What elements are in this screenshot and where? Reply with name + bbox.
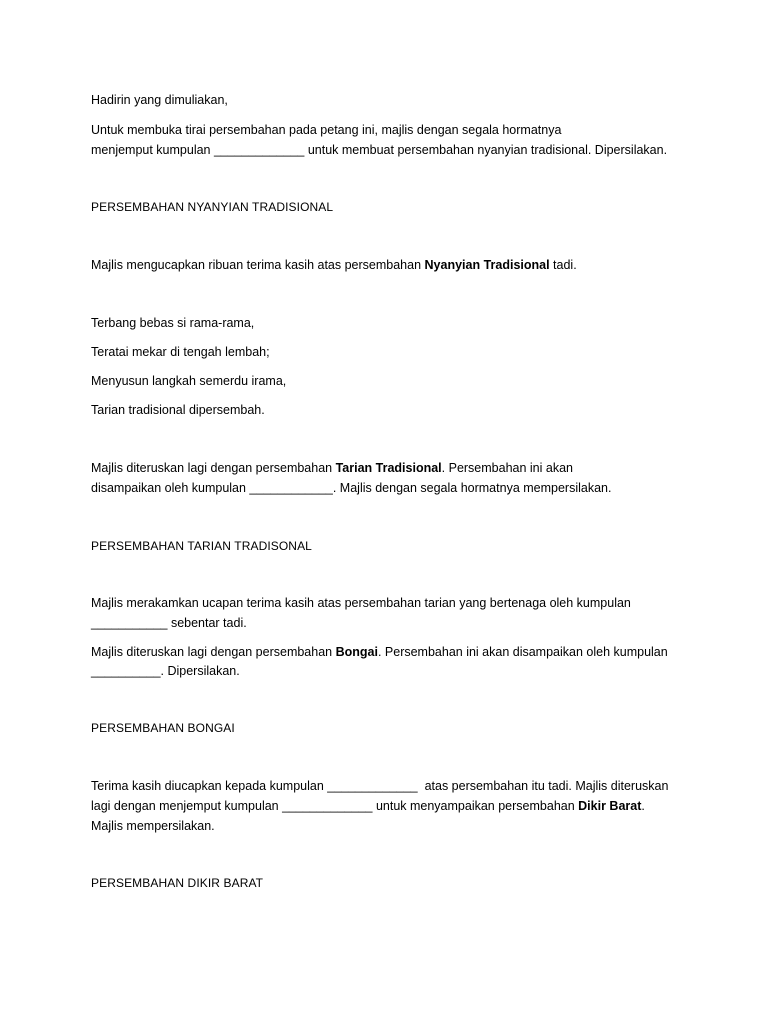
paragraph-thanks-tarian-line-2: ___________ sebentar tadi.: [91, 616, 247, 630]
heading-nyanyian-tradisional: PERSEMBAHAN NYANYIAN TRADISIONAL: [91, 200, 334, 214]
text: Majlis diteruskan lagi dengan persembahan: [91, 461, 336, 475]
heading-bongai: PERSEMBAHAN BONGAI: [91, 721, 235, 735]
paragraph-thanks-tarian-line-1: Majlis merakamkan ucapan terima kasih atas persembahan tarian yang bertenaga oleh kumpulan: [91, 596, 631, 610]
pantun-line-4: Tarian tradisional dipersembah.: [91, 403, 265, 417]
text: Majlis diteruskan lagi dengan persembahan: [91, 645, 336, 659]
text: .: [641, 799, 645, 813]
paragraph-tarian-line-2: disampaikan oleh kumpulan ____________. Majlis dengan segala hormatnya mempersilakan.: [91, 481, 612, 495]
pantun-line-1: Terbang bebas si rama-rama,: [91, 316, 255, 330]
bold-text: Dikir Barat: [578, 799, 642, 813]
paragraph-thanks-nyanyian: [91, 257, 577, 273]
text: . Persembahan ini akan: [441, 461, 573, 475]
text: . Persembahan ini akan disampaikan oleh kumpulan: [377, 645, 668, 659]
paragraph-opening-line-2: menjemput kumpulan _____________ untuk membuat persembahan nyanyian tradisional. Dipersilakan.: [91, 143, 668, 157]
text: lagi dengan menjemput kumpulan _____________ untuk menyampaikan persembahan: [91, 799, 579, 813]
greeting: Hadirin yang dimuliakan,: [91, 93, 228, 107]
pantun-line-3: Menyusun langkah semerdu irama,: [91, 374, 287, 388]
paragraph-tarian-line-1: [91, 460, 573, 476]
paragraph-bongai-line-2: __________. Dipersilakan.: [91, 664, 240, 678]
paragraph-thanks-bongai-line-1: Terima kasih diucapkan kepada kumpulan _____________ atas persembahan itu tadi. Majlis diteruskan: [91, 779, 669, 793]
paragraph-thanks-bongai-line-2: [91, 798, 645, 814]
pantun-line-2: Teratai mekar di tengah lembah;: [91, 345, 270, 359]
bold-text: Nyanyian Tradisional: [424, 258, 550, 272]
paragraph-thanks-bongai-line-3: Majlis mempersilakan.: [91, 819, 215, 833]
bold-text: Tarian Tradisional: [335, 461, 442, 475]
heading-tarian-tradisonal: PERSEMBAHAN TARIAN TRADISONAL: [91, 539, 312, 553]
text: Majlis mengucapkan ribuan terima kasih atas persembahan: [91, 258, 425, 272]
bold-text: Bongai: [335, 645, 378, 659]
paragraph-bongai-line-1: [91, 644, 668, 660]
heading-dikir-barat: PERSEMBAHAN DIKIR BARAT: [91, 876, 264, 890]
paragraph-opening-line-1: Untuk membuka tirai persembahan pada petang ini, majlis dengan segala hormatnya: [91, 123, 562, 137]
text: tadi.: [549, 258, 577, 272]
